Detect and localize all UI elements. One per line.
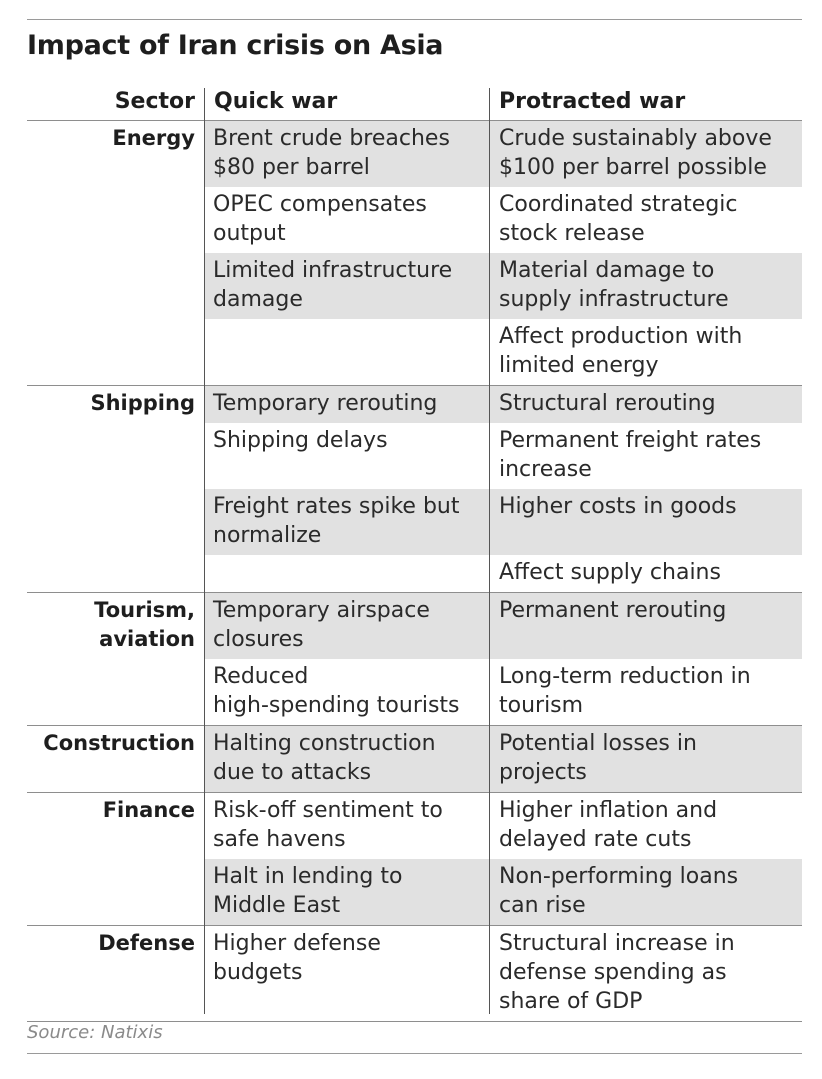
quick-war-cell: Halt in lending to Middle East bbox=[213, 864, 403, 918]
quick-war-cell: Shipping delays bbox=[213, 428, 388, 453]
quick-war-cell: Temporary airspace closures bbox=[213, 598, 430, 652]
table-row bbox=[205, 187, 802, 253]
quick-war-cell: Higher defense budgets bbox=[213, 931, 381, 985]
column-divider bbox=[204, 88, 205, 1014]
sector-group bbox=[27, 121, 802, 386]
table-row bbox=[205, 121, 802, 187]
impact-table bbox=[27, 87, 802, 1022]
sector-label: Finance bbox=[102, 798, 195, 822]
header-sector: Sector bbox=[114, 89, 195, 114]
quick-war-cell: Limited infrastructure damage bbox=[213, 258, 453, 312]
table-row bbox=[205, 319, 802, 385]
header-row bbox=[27, 87, 802, 121]
table-row bbox=[205, 489, 802, 555]
header-quick-war: Quick war bbox=[214, 89, 338, 114]
sector-group bbox=[27, 386, 802, 593]
protracted-war-cell: Affect production with limited energy bbox=[499, 324, 743, 378]
quick-war-cell: Brent crude breaches $80 per barrel bbox=[213, 126, 450, 180]
sector-label: Tourism, aviation bbox=[94, 598, 195, 651]
sector-label: Construction bbox=[43, 731, 195, 755]
table-row bbox=[205, 659, 802, 725]
quick-war-cell bbox=[213, 555, 493, 558]
protracted-war-cell: Structural increase in defense spending as share of GDP bbox=[499, 931, 735, 1014]
sector-group bbox=[27, 726, 802, 793]
quick-war-cell: Freight rates spike but normalize bbox=[213, 494, 460, 548]
quick-war-cell bbox=[213, 319, 493, 322]
table-row bbox=[205, 726, 802, 792]
column-divider bbox=[489, 88, 490, 1014]
table-row bbox=[205, 555, 802, 592]
protracted-war-cell: Permanent rerouting bbox=[499, 598, 727, 623]
protracted-war-cell: Non-performing loans can rise bbox=[499, 864, 739, 918]
table-row bbox=[205, 926, 802, 1021]
chart-title: Impact of Iran crisis on Asia bbox=[27, 30, 444, 61]
protracted-war-cell: Material damage to supply infrastructure bbox=[499, 258, 729, 312]
sector-group bbox=[27, 793, 802, 926]
protracted-war-cell: Structural rerouting bbox=[499, 391, 716, 416]
table-row bbox=[205, 859, 802, 925]
bottom-rule bbox=[27, 1053, 802, 1054]
sector-group bbox=[27, 926, 802, 1022]
table-row bbox=[205, 423, 802, 489]
protracted-war-cell: Crude sustainably above $100 per barrel possible bbox=[499, 126, 772, 180]
source-note: Source: Natixis bbox=[27, 1022, 163, 1043]
table-row bbox=[205, 593, 802, 659]
quick-war-cell: Temporary rerouting bbox=[213, 391, 438, 416]
table-row bbox=[205, 253, 802, 319]
quick-war-cell: OPEC compensates output bbox=[213, 192, 427, 246]
table-row bbox=[205, 386, 802, 423]
table-row bbox=[205, 793, 802, 859]
protracted-war-cell: Higher costs in goods bbox=[499, 494, 737, 519]
sector-label: Shipping bbox=[90, 391, 195, 415]
sector-label: Defense bbox=[98, 931, 195, 955]
protracted-war-cell: Long-term reduction in tourism bbox=[499, 664, 751, 718]
protracted-war-cell: Permanent freight rates increase bbox=[499, 428, 762, 482]
quick-war-cell: Halting construction due to attacks bbox=[213, 731, 436, 785]
protracted-war-cell: Potential losses in projects bbox=[499, 731, 697, 785]
header-protracted-war: Protracted war bbox=[499, 89, 686, 114]
sector-label: Energy bbox=[112, 126, 195, 150]
top-rule bbox=[27, 19, 802, 20]
protracted-war-cell: Affect supply chains bbox=[499, 560, 721, 585]
protracted-war-cell: Coordinated strategic stock release bbox=[499, 192, 738, 246]
quick-war-cell: Reduced high-spending tourists bbox=[213, 664, 460, 718]
quick-war-cell: Risk-off sentiment to safe havens bbox=[213, 798, 443, 852]
sector-group bbox=[27, 593, 802, 726]
table-body bbox=[27, 121, 802, 1022]
protracted-war-cell: Higher inflation and delayed rate cuts bbox=[499, 798, 718, 852]
